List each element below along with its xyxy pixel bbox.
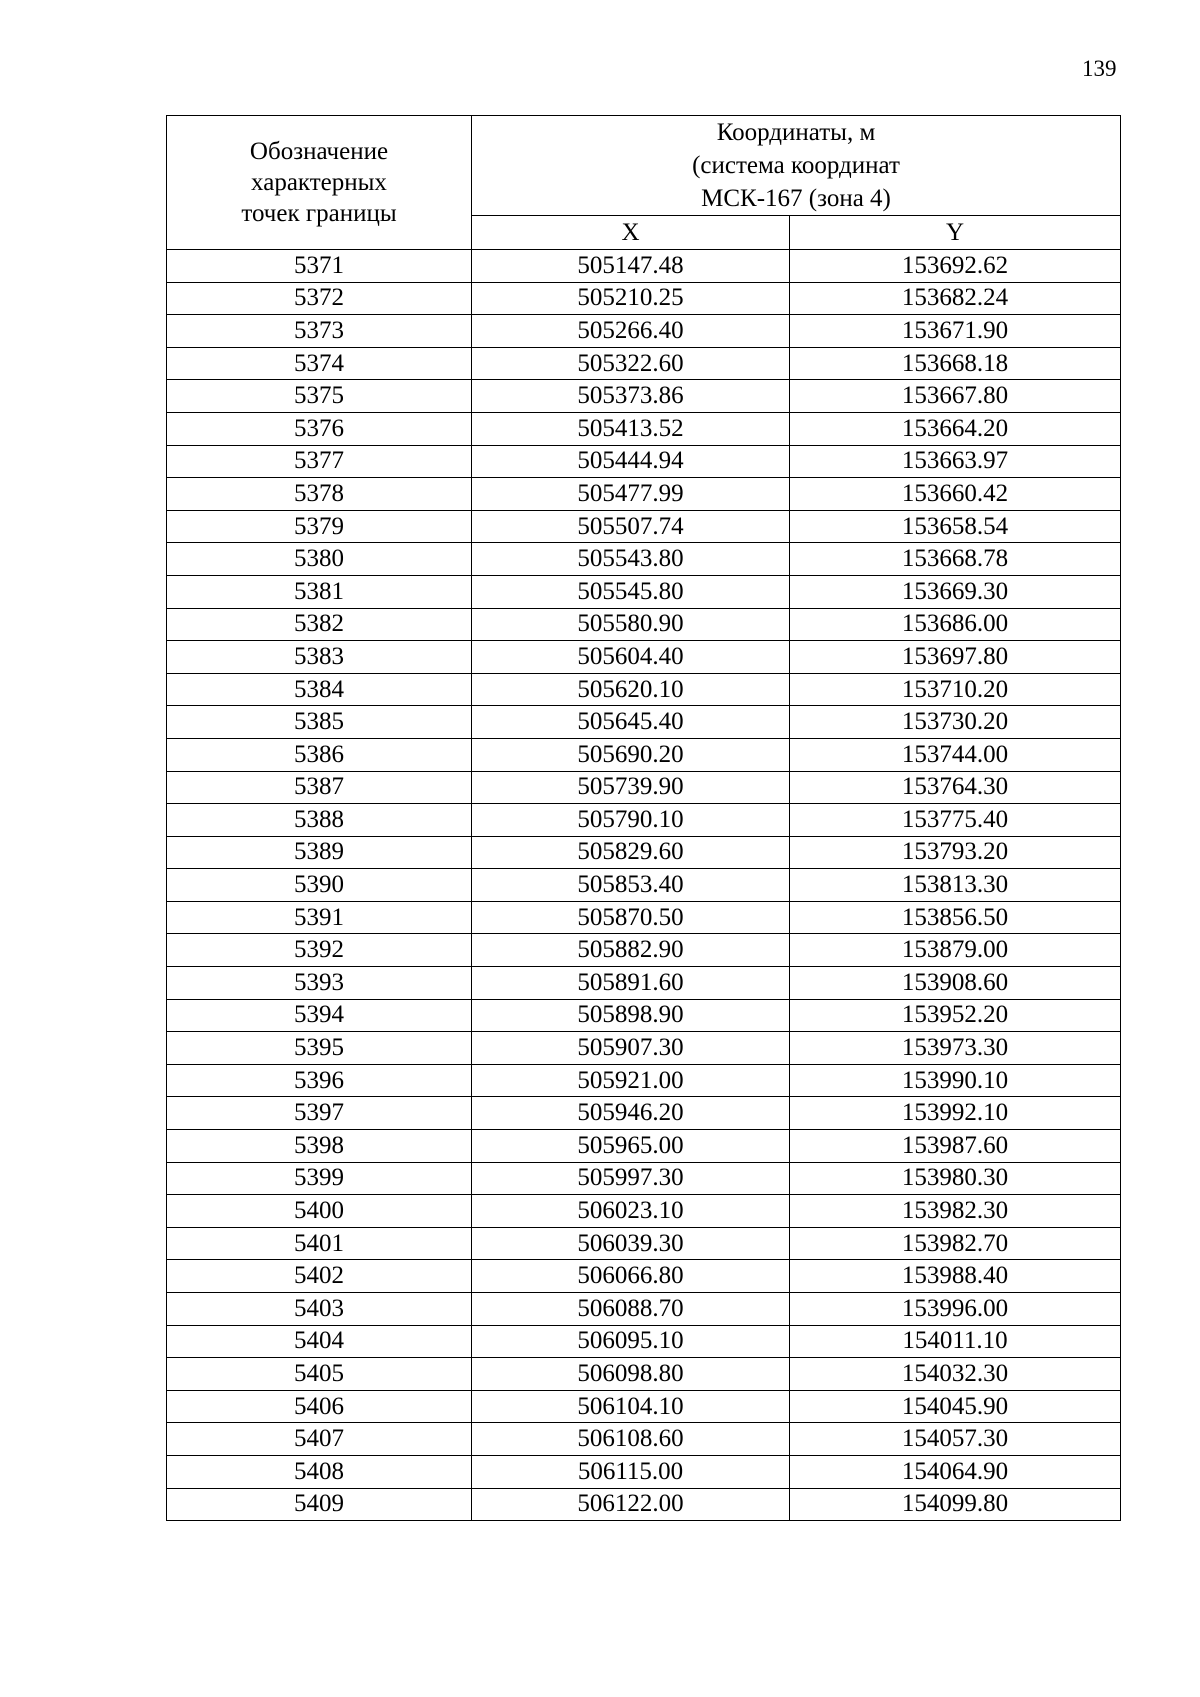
y-coordinate-cell: 153669.30 bbox=[790, 575, 1121, 608]
table-row bbox=[167, 738, 1121, 771]
point-id-cell: 5391 bbox=[167, 901, 472, 934]
coordinates-table bbox=[166, 115, 1121, 1521]
table-row bbox=[167, 478, 1121, 511]
y-coordinate-cell: 153952.20 bbox=[790, 999, 1121, 1032]
point-id-cell: 5395 bbox=[167, 1032, 472, 1065]
table-row bbox=[167, 1293, 1121, 1326]
x-coordinate-cell: 505545.80 bbox=[472, 575, 790, 608]
header-point-designation bbox=[167, 116, 472, 250]
x-coordinate-cell: 506066.80 bbox=[472, 1260, 790, 1293]
table-row bbox=[167, 1325, 1121, 1358]
y-coordinate-cell: 153973.30 bbox=[790, 1032, 1121, 1065]
point-id-cell: 5372 bbox=[167, 282, 472, 315]
point-id-cell: 5401 bbox=[167, 1227, 472, 1260]
point-id-cell: 5373 bbox=[167, 315, 472, 348]
table-row bbox=[167, 1423, 1121, 1456]
table-row bbox=[167, 967, 1121, 1000]
x-coordinate-cell: 505829.60 bbox=[472, 836, 790, 869]
y-coordinate-cell: 153908.60 bbox=[790, 967, 1121, 1000]
table-row bbox=[167, 1455, 1121, 1488]
table-row bbox=[167, 1162, 1121, 1195]
x-coordinate-cell: 505604.40 bbox=[472, 641, 790, 674]
x-coordinate-cell: 506122.00 bbox=[472, 1488, 790, 1521]
table-row bbox=[167, 1064, 1121, 1097]
x-coordinate-cell: 505739.90 bbox=[472, 771, 790, 804]
point-id-cell: 5371 bbox=[167, 250, 472, 283]
table-header bbox=[167, 116, 1121, 250]
y-coordinate-cell: 153671.90 bbox=[790, 315, 1121, 348]
x-coordinate-cell: 506023.10 bbox=[472, 1195, 790, 1228]
x-coordinate-cell: 505882.90 bbox=[472, 934, 790, 967]
x-coordinate-cell: 505853.40 bbox=[472, 869, 790, 902]
x-coordinate-cell: 505477.99 bbox=[472, 478, 790, 511]
y-coordinate-cell: 153682.24 bbox=[790, 282, 1121, 315]
point-id-cell: 5397 bbox=[167, 1097, 472, 1130]
table-row bbox=[167, 1097, 1121, 1130]
point-id-cell: 5383 bbox=[167, 641, 472, 674]
table-row bbox=[167, 412, 1121, 445]
y-coordinate-cell: 153710.20 bbox=[790, 673, 1121, 706]
y-coordinate-cell: 153982.30 bbox=[790, 1195, 1121, 1228]
header-coordinates bbox=[472, 116, 1121, 216]
y-coordinate-cell: 153692.62 bbox=[790, 250, 1121, 283]
y-coordinate-cell: 153775.40 bbox=[790, 804, 1121, 837]
y-coordinate-cell: 153697.80 bbox=[790, 641, 1121, 674]
table-row bbox=[167, 641, 1121, 674]
y-coordinate-cell: 153668.78 bbox=[790, 543, 1121, 576]
table-row bbox=[167, 836, 1121, 869]
table-row bbox=[167, 347, 1121, 380]
point-id-cell: 5393 bbox=[167, 967, 472, 1000]
point-id-cell: 5404 bbox=[167, 1325, 472, 1358]
x-coordinate-cell: 505997.30 bbox=[472, 1162, 790, 1195]
table-row bbox=[167, 804, 1121, 837]
point-id-cell: 5399 bbox=[167, 1162, 472, 1195]
x-coordinate-cell: 505147.48 bbox=[472, 250, 790, 283]
y-coordinate-cell: 153663.97 bbox=[790, 445, 1121, 478]
header-y: Y bbox=[790, 216, 1121, 250]
x-coordinate-cell: 505210.25 bbox=[472, 282, 790, 315]
table-row bbox=[167, 1195, 1121, 1228]
page-number: 139 bbox=[1082, 56, 1117, 81]
point-id-cell: 5402 bbox=[167, 1260, 472, 1293]
point-id-cell: 5385 bbox=[167, 706, 472, 739]
x-coordinate-cell: 505266.40 bbox=[472, 315, 790, 348]
point-id-cell: 5378 bbox=[167, 478, 472, 511]
header-coords-line-3: МСК-167 (зона 4) bbox=[701, 185, 891, 212]
y-coordinate-cell: 154064.90 bbox=[790, 1455, 1121, 1488]
point-id-cell: 5389 bbox=[167, 836, 472, 869]
x-coordinate-cell: 505965.00 bbox=[472, 1130, 790, 1163]
table-row bbox=[167, 1130, 1121, 1163]
y-coordinate-cell: 153980.30 bbox=[790, 1162, 1121, 1195]
point-id-cell: 5376 bbox=[167, 412, 472, 445]
y-coordinate-cell: 153764.30 bbox=[790, 771, 1121, 804]
point-id-cell: 5384 bbox=[167, 673, 472, 706]
x-coordinate-cell: 505620.10 bbox=[472, 673, 790, 706]
x-coordinate-cell: 505870.50 bbox=[472, 901, 790, 934]
header-row-main bbox=[167, 116, 1121, 216]
y-coordinate-cell: 153982.70 bbox=[790, 1227, 1121, 1260]
table-row bbox=[167, 380, 1121, 413]
point-id-cell: 5382 bbox=[167, 608, 472, 641]
x-coordinate-cell: 506095.10 bbox=[472, 1325, 790, 1358]
y-coordinate-cell: 153813.30 bbox=[790, 869, 1121, 902]
y-coordinate-cell: 153856.50 bbox=[790, 901, 1121, 934]
y-coordinate-cell: 153996.00 bbox=[790, 1293, 1121, 1326]
point-id-cell: 5377 bbox=[167, 445, 472, 478]
table-row bbox=[167, 608, 1121, 641]
table-row bbox=[167, 575, 1121, 608]
table-row bbox=[167, 510, 1121, 543]
table-row bbox=[167, 282, 1121, 315]
y-coordinate-cell: 153664.20 bbox=[790, 412, 1121, 445]
point-id-cell: 5374 bbox=[167, 347, 472, 380]
point-id-cell: 5408 bbox=[167, 1455, 472, 1488]
y-coordinate-cell: 154011.10 bbox=[790, 1325, 1121, 1358]
point-id-cell: 5379 bbox=[167, 510, 472, 543]
y-coordinate-cell: 153987.60 bbox=[790, 1130, 1121, 1163]
point-id-cell: 5392 bbox=[167, 934, 472, 967]
y-coordinate-cell: 153686.00 bbox=[790, 608, 1121, 641]
y-coordinate-cell: 154099.80 bbox=[790, 1488, 1121, 1521]
point-id-cell: 5406 bbox=[167, 1390, 472, 1423]
header-designation-line-3: точек границы bbox=[241, 200, 397, 227]
y-coordinate-cell: 154057.30 bbox=[790, 1423, 1121, 1456]
point-id-cell: 5390 bbox=[167, 869, 472, 902]
header-designation-line-1: Обозначение bbox=[249, 138, 389, 165]
table-row bbox=[167, 999, 1121, 1032]
x-coordinate-cell: 505946.20 bbox=[472, 1097, 790, 1130]
y-coordinate-cell: 153730.20 bbox=[790, 706, 1121, 739]
x-coordinate-cell: 506088.70 bbox=[472, 1293, 790, 1326]
x-coordinate-cell: 505898.90 bbox=[472, 999, 790, 1032]
point-id-cell: 5396 bbox=[167, 1064, 472, 1097]
x-coordinate-cell: 506039.30 bbox=[472, 1227, 790, 1260]
point-id-cell: 5403 bbox=[167, 1293, 472, 1326]
table-row bbox=[167, 543, 1121, 576]
header-coords-line-2: (система координат bbox=[692, 152, 900, 179]
x-coordinate-cell: 506108.60 bbox=[472, 1423, 790, 1456]
table-row bbox=[167, 771, 1121, 804]
table-row bbox=[167, 901, 1121, 934]
table-row bbox=[167, 934, 1121, 967]
x-coordinate-cell: 505891.60 bbox=[472, 967, 790, 1000]
x-coordinate-cell: 506115.00 bbox=[472, 1455, 790, 1488]
point-id-cell: 5380 bbox=[167, 543, 472, 576]
x-coordinate-cell: 505507.74 bbox=[472, 510, 790, 543]
x-coordinate-cell: 506098.80 bbox=[472, 1358, 790, 1391]
y-coordinate-cell: 153668.18 bbox=[790, 347, 1121, 380]
y-coordinate-cell: 153744.00 bbox=[790, 738, 1121, 771]
x-coordinate-cell: 505645.40 bbox=[472, 706, 790, 739]
table-row bbox=[167, 706, 1121, 739]
point-id-cell: 5388 bbox=[167, 804, 472, 837]
point-id-cell: 5405 bbox=[167, 1358, 472, 1391]
x-coordinate-cell: 505921.00 bbox=[472, 1064, 790, 1097]
table-row bbox=[167, 1227, 1121, 1260]
point-id-cell: 5375 bbox=[167, 380, 472, 413]
y-coordinate-cell: 153658.54 bbox=[790, 510, 1121, 543]
point-id-cell: 5407 bbox=[167, 1423, 472, 1456]
x-coordinate-cell: 505690.20 bbox=[472, 738, 790, 771]
x-coordinate-cell: 505373.86 bbox=[472, 380, 790, 413]
x-coordinate-cell: 505580.90 bbox=[472, 608, 790, 641]
point-id-cell: 5394 bbox=[167, 999, 472, 1032]
y-coordinate-cell: 153988.40 bbox=[790, 1260, 1121, 1293]
point-id-cell: 5398 bbox=[167, 1130, 472, 1163]
table-row bbox=[167, 673, 1121, 706]
y-coordinate-cell: 153992.10 bbox=[790, 1097, 1121, 1130]
point-id-cell: 5409 bbox=[167, 1488, 472, 1521]
table-row bbox=[167, 1358, 1121, 1391]
table-row bbox=[167, 250, 1121, 283]
x-coordinate-cell: 505413.52 bbox=[472, 412, 790, 445]
y-coordinate-cell: 153793.20 bbox=[790, 836, 1121, 869]
table-row bbox=[167, 445, 1121, 478]
table-row bbox=[167, 1260, 1121, 1293]
y-coordinate-cell: 154032.30 bbox=[790, 1358, 1121, 1391]
y-coordinate-cell: 153667.80 bbox=[790, 380, 1121, 413]
x-coordinate-cell: 506104.10 bbox=[472, 1390, 790, 1423]
table-row bbox=[167, 315, 1121, 348]
x-coordinate-cell: 505790.10 bbox=[472, 804, 790, 837]
y-coordinate-cell: 154045.90 bbox=[790, 1390, 1121, 1423]
table-body bbox=[167, 250, 1121, 1521]
table-row bbox=[167, 869, 1121, 902]
x-coordinate-cell: 505543.80 bbox=[472, 543, 790, 576]
x-coordinate-cell: 505322.60 bbox=[472, 347, 790, 380]
header-coords-line-1: Координаты, м bbox=[716, 119, 876, 146]
y-coordinate-cell: 153879.00 bbox=[790, 934, 1121, 967]
y-coordinate-cell: 153990.10 bbox=[790, 1064, 1121, 1097]
header-x: X bbox=[472, 216, 790, 250]
header-designation-line-2: характерных bbox=[251, 169, 387, 196]
table-row bbox=[167, 1488, 1121, 1521]
table-row bbox=[167, 1032, 1121, 1065]
point-id-cell: 5400 bbox=[167, 1195, 472, 1228]
point-id-cell: 5386 bbox=[167, 738, 472, 771]
x-coordinate-cell: 505907.30 bbox=[472, 1032, 790, 1065]
point-id-cell: 5381 bbox=[167, 575, 472, 608]
table-row bbox=[167, 1390, 1121, 1423]
point-id-cell: 5387 bbox=[167, 771, 472, 804]
x-coordinate-cell: 505444.94 bbox=[472, 445, 790, 478]
y-coordinate-cell: 153660.42 bbox=[790, 478, 1121, 511]
